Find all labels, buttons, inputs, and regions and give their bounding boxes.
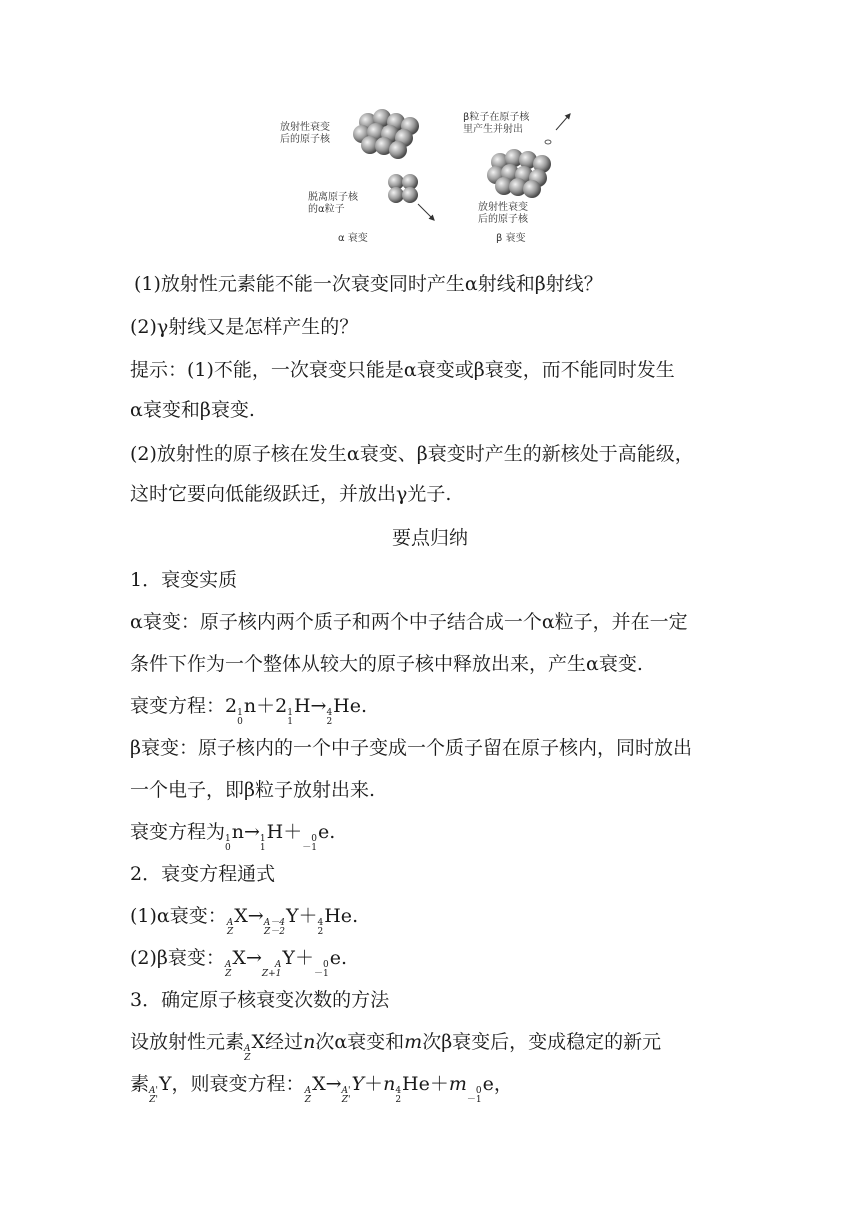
- atomic-number: 2: [326, 717, 333, 727]
- question-1: (1)放射性元素能不能一次衰变同时产生α射线和β射线？: [134, 273, 603, 295]
- beta-caption: β 衰变: [496, 233, 526, 244]
- atomic-number: 2: [395, 1095, 402, 1105]
- mass-number: A': [149, 1086, 158, 1096]
- alpha-decay-desc-line2: 条件下作为一个整体从较大的原子核中释放出来，产生α衰变.: [130, 653, 643, 675]
- beta-decay-desc-line1: β衰变：原子核内的一个中子变成一个质子留在原子核内，同时放出: [130, 737, 692, 759]
- alpha-nucleus-label-line1: 放射性衰变: [280, 122, 330, 133]
- atomic-number: －1: [466, 1095, 482, 1105]
- plus-sign: ＋: [364, 1073, 384, 1095]
- nuclide-stable: [149, 1070, 172, 1105]
- beta-residual-nucleus: [487, 149, 551, 198]
- symbol: X: [251, 1031, 266, 1053]
- period: .: [329, 821, 336, 843]
- mass-number: A': [341, 1086, 351, 1096]
- mass-number: A: [224, 960, 232, 970]
- beta-particle-label-line2: 里产生并射出: [463, 124, 523, 135]
- equation-body: [224, 944, 347, 979]
- alpha-decay-equation: [130, 692, 368, 727]
- beta-decay-desc-line2: 一个电子，即β粒子放射出来.: [130, 779, 376, 801]
- atomic-number: 1: [259, 843, 266, 853]
- symbol: H: [293, 695, 311, 717]
- equation-body: [225, 818, 336, 853]
- nuclide-proton: [287, 692, 311, 727]
- mass-number: 4: [395, 1086, 402, 1096]
- plus-sign: ＋: [429, 1073, 449, 1095]
- nuclide-helium: [326, 692, 361, 727]
- nuclide-daughter: [261, 944, 295, 979]
- nuclide-electron: [466, 1070, 494, 1105]
- atomic-number: Z': [149, 1095, 158, 1105]
- atomic-number: Z: [244, 1053, 251, 1063]
- symbol: e: [482, 1073, 494, 1095]
- hint-2-line1: (2)放射性的原子核在发生α衰变、β衰变时产生的新核处于高能级，: [130, 443, 694, 465]
- text-segment: 经过: [265, 1031, 304, 1053]
- atomic-number: 0: [237, 717, 243, 727]
- symbol: X: [312, 1073, 326, 1095]
- symbol: n: [231, 821, 244, 843]
- symbol: He: [324, 905, 353, 927]
- mass-number: A: [226, 918, 234, 928]
- variable-m: m: [404, 1031, 423, 1053]
- beta-arrow: [556, 114, 570, 130]
- mass-number: 0: [311, 834, 317, 844]
- arrow: →: [325, 1073, 342, 1095]
- text-segment: 次β衰变后，变成稳定的新元: [422, 1031, 662, 1053]
- symbol: Y: [285, 905, 299, 927]
- alpha-caption: α 衰变: [338, 233, 368, 244]
- coefficient: 2: [275, 695, 288, 717]
- equation-prefix: 衰变方程：: [130, 695, 226, 717]
- symbol: X: [232, 947, 246, 969]
- plus-sign: ＋: [283, 821, 303, 843]
- symbol: n: [243, 695, 257, 717]
- section-title: 要点归纳: [391, 527, 468, 549]
- plus-sign: ＋: [294, 947, 314, 969]
- equation-prefix: (1)α衰变：: [130, 905, 227, 927]
- alpha-arrow: [418, 204, 434, 220]
- beta-particle-label-line1: β粒子在原子核: [463, 112, 530, 123]
- heading-3: 3．确定原子核衰变次数的方法: [130, 989, 390, 1011]
- period: .: [352, 905, 359, 927]
- text-segment: 设放射性元素: [130, 1031, 245, 1053]
- nuclide-electron: [302, 818, 330, 853]
- atomic-number: Z: [225, 969, 232, 979]
- mass-number: 4: [317, 918, 324, 928]
- mass-number: 1: [225, 834, 231, 844]
- atomic-number: 0: [225, 843, 231, 853]
- hint-1-line2: α衰变和β衰变.: [130, 399, 255, 421]
- comma: ，: [493, 1073, 513, 1095]
- hint-1-line1: 提示：(1)不能，一次衰变只能是α衰变或β衰变，而不能同时发生: [130, 359, 675, 381]
- mass-number: 4: [326, 708, 333, 718]
- arrow: →: [244, 821, 260, 843]
- plus-sign: ＋: [256, 695, 276, 717]
- beta-decay-equation: [130, 818, 336, 853]
- nuclide-parent: [224, 944, 246, 979]
- symbol: e: [317, 821, 330, 843]
- method-desc-line1: [130, 1028, 662, 1063]
- symbol: Y: [159, 1073, 172, 1095]
- arrow: →: [310, 695, 327, 717]
- nuclide-neutron: [225, 818, 244, 853]
- general-equation-body: [304, 1070, 513, 1105]
- heading-2: 2．衰变方程通式: [130, 863, 276, 885]
- symbol: He: [333, 695, 361, 717]
- arrow: →: [247, 905, 264, 927]
- nuclide-stable: [341, 1070, 365, 1105]
- atomic-number: Z: [226, 927, 234, 937]
- nuclide-parent: [244, 1028, 266, 1063]
- symbol: He: [402, 1073, 430, 1095]
- general-beta-equation: [130, 944, 347, 979]
- variable-m: m: [448, 1073, 467, 1095]
- beta-particle: [545, 140, 551, 144]
- atomic-number: Z+1: [261, 969, 282, 979]
- nuclide-parent: [226, 902, 248, 937]
- mass-number: 1: [259, 834, 266, 844]
- atomic-number: －1: [313, 969, 329, 979]
- decay-figure-svg: [268, 100, 598, 250]
- text-segment: ，则衰变方程：: [171, 1073, 305, 1095]
- text-segment: 素: [130, 1073, 150, 1095]
- method-desc-line2: [130, 1070, 513, 1105]
- atomic-number: －1: [302, 843, 317, 853]
- heading-1: 1．衰变实质: [130, 569, 238, 591]
- equation-body: [226, 902, 359, 937]
- mass-number: 1: [287, 708, 293, 718]
- beta-nucleus-label-line2: 后的原子核: [478, 214, 528, 225]
- nuclide-helium: [317, 902, 353, 937]
- alpha-nucleus-label-line2: 后的原子核: [280, 134, 330, 145]
- mass-number: A－4: [263, 918, 285, 928]
- period: .: [361, 695, 368, 717]
- alpha-residual-nucleus: [353, 109, 419, 159]
- nuclide-electron: [313, 944, 341, 979]
- mass-number: 1: [237, 708, 243, 718]
- atomic-number: 2: [317, 927, 324, 937]
- beta-nucleus-label-line1: 放射性衰变: [478, 202, 528, 213]
- symbol: H: [266, 821, 284, 843]
- plus-sign: ＋: [298, 905, 318, 927]
- mass-number: A: [304, 1086, 312, 1096]
- symbol: Y: [282, 947, 295, 969]
- equation-prefix: (2)β衰变：: [130, 947, 225, 969]
- alpha-particle: [388, 174, 418, 203]
- equation-prefix: 衰变方程为: [130, 821, 226, 843]
- decay-illustration: [268, 100, 598, 250]
- variable-n: n: [303, 1031, 316, 1053]
- atomic-number: 1: [287, 717, 293, 727]
- mass-number: 0: [322, 960, 329, 970]
- alpha-particle-label-line1: 脱离原子核: [308, 192, 358, 203]
- variable-n: n: [383, 1073, 396, 1095]
- period: .: [340, 947, 347, 969]
- alpha-decay-desc-line1: α衰变：原子核内两个质子和两个中子结合成一个α粒子，并在一定: [130, 611, 688, 633]
- question-2: (2)γ射线又是怎样产生的？: [130, 316, 359, 338]
- hint-2-line2: 这时它要向低能级跃迁，并放出γ光子.: [130, 483, 452, 505]
- nuclide-neutron: [237, 692, 257, 727]
- nuclide-parent: [304, 1070, 326, 1105]
- text-segment: 次α衰变和: [315, 1031, 405, 1053]
- arrow: →: [245, 947, 262, 969]
- nuclide-daughter: [263, 902, 299, 937]
- mass-number: A: [244, 1044, 251, 1054]
- general-alpha-equation: [130, 902, 359, 937]
- atomic-number: Z': [341, 1095, 351, 1105]
- equation-body: [225, 692, 368, 727]
- symbol: e: [329, 947, 341, 969]
- atomic-number: Z－2: [263, 927, 285, 937]
- mass-number: 0: [475, 1086, 482, 1096]
- nuclide-helium: [395, 1070, 430, 1105]
- atomic-number: Z: [304, 1095, 312, 1105]
- symbol: X: [234, 905, 248, 927]
- nuclide-proton: [259, 818, 284, 853]
- alpha-particle-label-line2: 的α粒子: [308, 204, 345, 215]
- mass-number: A: [274, 960, 282, 970]
- symbol: Y: [351, 1073, 365, 1095]
- coefficient: 2: [225, 695, 238, 717]
